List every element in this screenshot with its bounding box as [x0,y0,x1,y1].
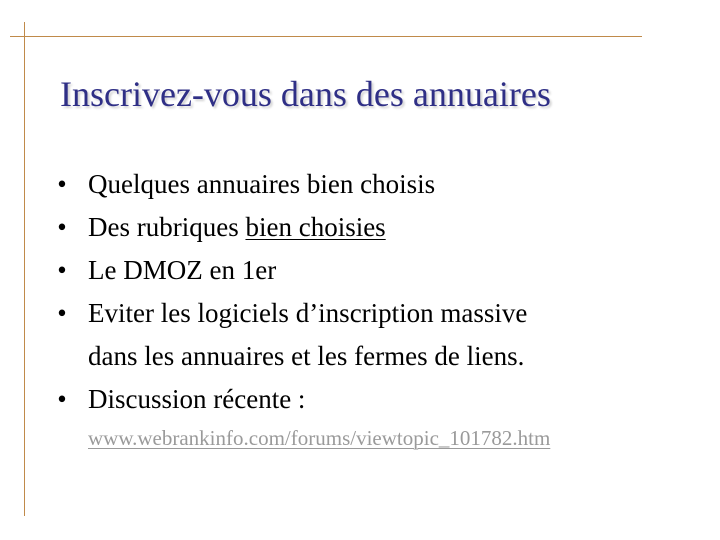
bullet-item-rubriques [52,206,672,249]
bullet-text: Quelques annuaires bien choisis [88,169,436,199]
bullet-item-discussion [52,378,672,421]
bullet-dot-icon: • [57,212,67,242]
bullet-dot-icon: • [57,169,67,199]
bullet-text: Discussion récente : [88,384,306,414]
discussion-link[interactable]: www.webrankinfo.com/forums/viewtopic_101782.htm [88,426,551,450]
bullet-dot-icon: • [57,298,67,328]
bullet-text: Le DMOZ en 1er [88,255,277,285]
slide-title: Inscrivez-vous dans des annuaires [60,74,551,114]
top-rule [10,36,642,37]
bullet-underlined-text: bien choisies [245,212,386,242]
bullet-item-annuaires [52,163,672,206]
left-rule [24,22,25,516]
bullet-dot-icon: • [57,384,67,414]
bullet-text: Des rubriques [88,212,246,242]
bullet-text-line1: Eviter les logiciels d’inscription massive [88,298,528,328]
bullet-dot-icon: • [57,255,67,285]
bullet-list [52,163,672,421]
bullet-item-eviter [52,292,672,378]
bullet-text-line2: dans les annuaires et les fermes de liens. [88,341,525,371]
bullet-item-dmoz [52,249,672,292]
